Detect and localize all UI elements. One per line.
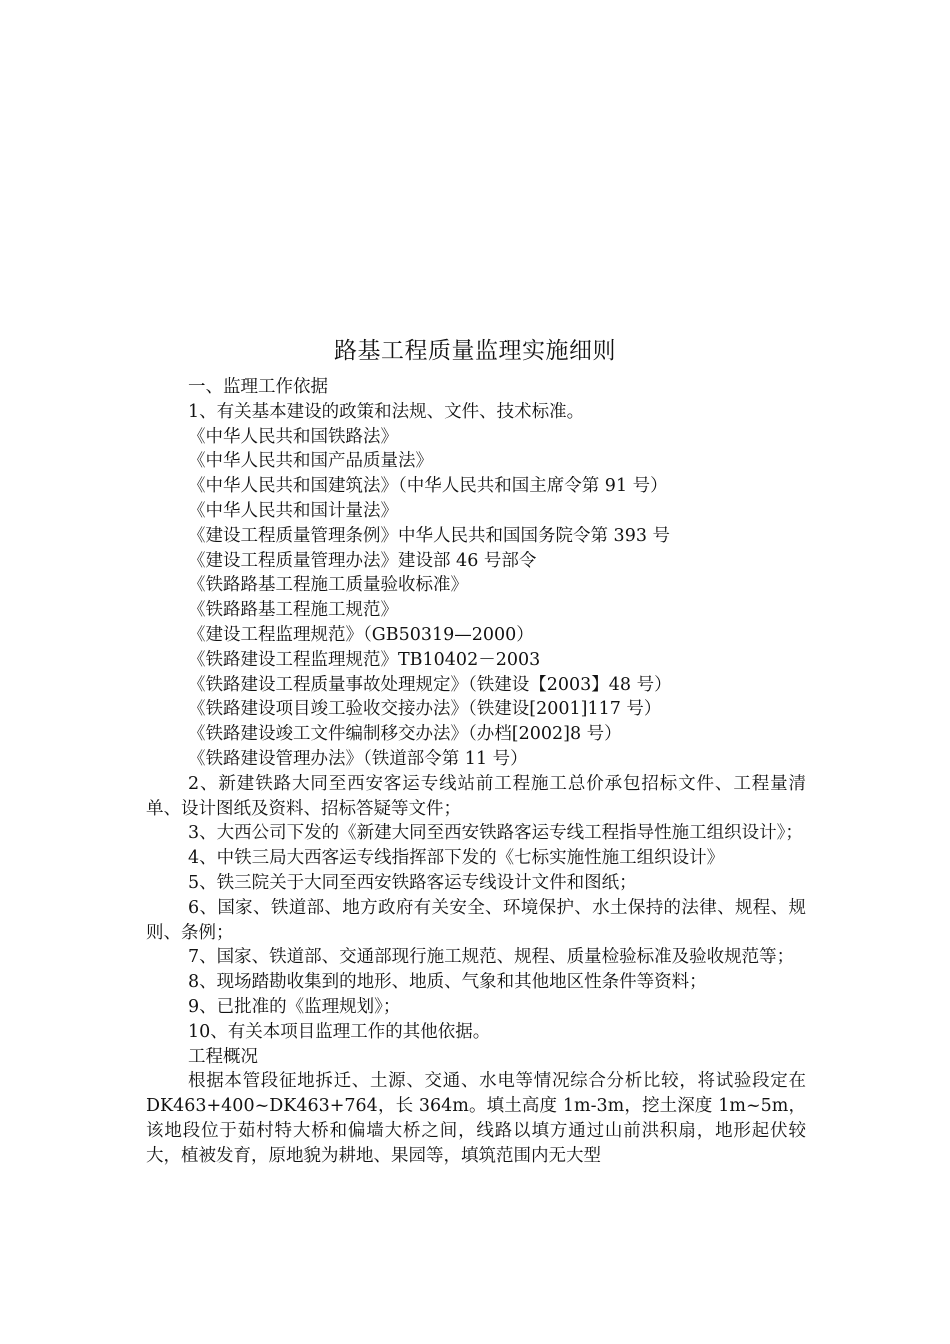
list-item: 2、新建铁路大同至西安客运专线站前工程施工总价承包招标文件、工程量清单、设计图纸及资料、招标答疑等文件；: [146, 773, 806, 819]
reference-item: 《铁路建设工程质量事故处理规定》（铁建设【2003】48 号）: [188, 674, 672, 695]
document-title: 路基工程质量监理实施细则: [334, 338, 616, 364]
list-item: 9、已批准的《监理规划》；: [188, 996, 401, 1017]
overview-paragraph: 根据本管段征地拆迁、土源、交通、水电等情况综合分析比较，将试验段定在 DK463+400~DK463+764，长 364m。填土高度 1m-3m，挖土深度 1m~5m，该地段位于茹村特大桥和偏墙大桥之间，线路以填方通过山前洪积扇，地形起伏较大，植被发育，原地貌为耕地、果园等，填筑范围内无大型: [146, 1071, 806, 1166]
list-item: 5、铁三院关于大同至西安铁路客运专线设计文件和图纸；: [188, 872, 637, 893]
reference-item: 《铁路路基工程施工规范》: [188, 600, 398, 621]
overview-heading: 工程概况: [188, 1046, 258, 1067]
list-item: 8、现场踏勘收集到的地形、地质、气象和其他地区性条件等资料；: [188, 972, 707, 993]
reference-item: 《中华人民共和国建筑法》（中华人民共和国主席令第 91 号）: [188, 476, 668, 497]
list-item: 1、有关基本建设的政策和法规、文件、技术标准。: [188, 401, 585, 422]
reference-item: 《中华人民共和国产品质量法》: [188, 451, 433, 472]
section-heading: 一、监理工作依据: [188, 377, 328, 397]
reference-item: 《建设工程监理规范》（GB50319—2000）: [188, 624, 534, 645]
reference-item: 《铁路建设管理办法》（铁道部令第 11 号）: [188, 748, 528, 769]
list-item: 7、国家、铁道部、交通部现行施工规范、规程、质量检验标准及验收规范等；: [188, 947, 795, 968]
document-body: [146, 375, 806, 1169]
reference-item: 《铁路建设工程监理规范》TB10402－2003: [188, 649, 541, 670]
reference-item: 《铁路建设竣工文件编制移交办法》（办档[2002]8 号）: [188, 724, 622, 745]
reference-item: 《中华人民共和国计量法》: [188, 500, 398, 521]
list-item: 3、大西公司下发的《新建大同至西安铁路客运专线工程指导性施工组织设计》；: [188, 823, 803, 844]
reference-item: 《铁路建设项目竣工验收交接办法》（铁建设[2001]117 号）: [188, 699, 662, 720]
reference-item: 《建设工程质量管理条例》中华人民共和国国务院令第 393 号: [188, 525, 671, 546]
list-item: 4、中铁三局大西客运专线指挥部下发的《七标实施性施工组织设计》: [188, 848, 725, 869]
reference-item: 《铁路路基工程施工质量验收标准》: [188, 575, 468, 596]
list-item: 10、有关本项目监理工作的其他依据。: [188, 1021, 491, 1042]
reference-item: 《建设工程质量管理办法》建设部 46 号部令: [188, 550, 537, 571]
list-item: 6、国家、铁道部、地方政府有关安全、环境保护、水土保持的法律、规程、规则、条例；: [146, 897, 806, 943]
reference-item: 《中华人民共和国铁路法》: [188, 426, 398, 447]
